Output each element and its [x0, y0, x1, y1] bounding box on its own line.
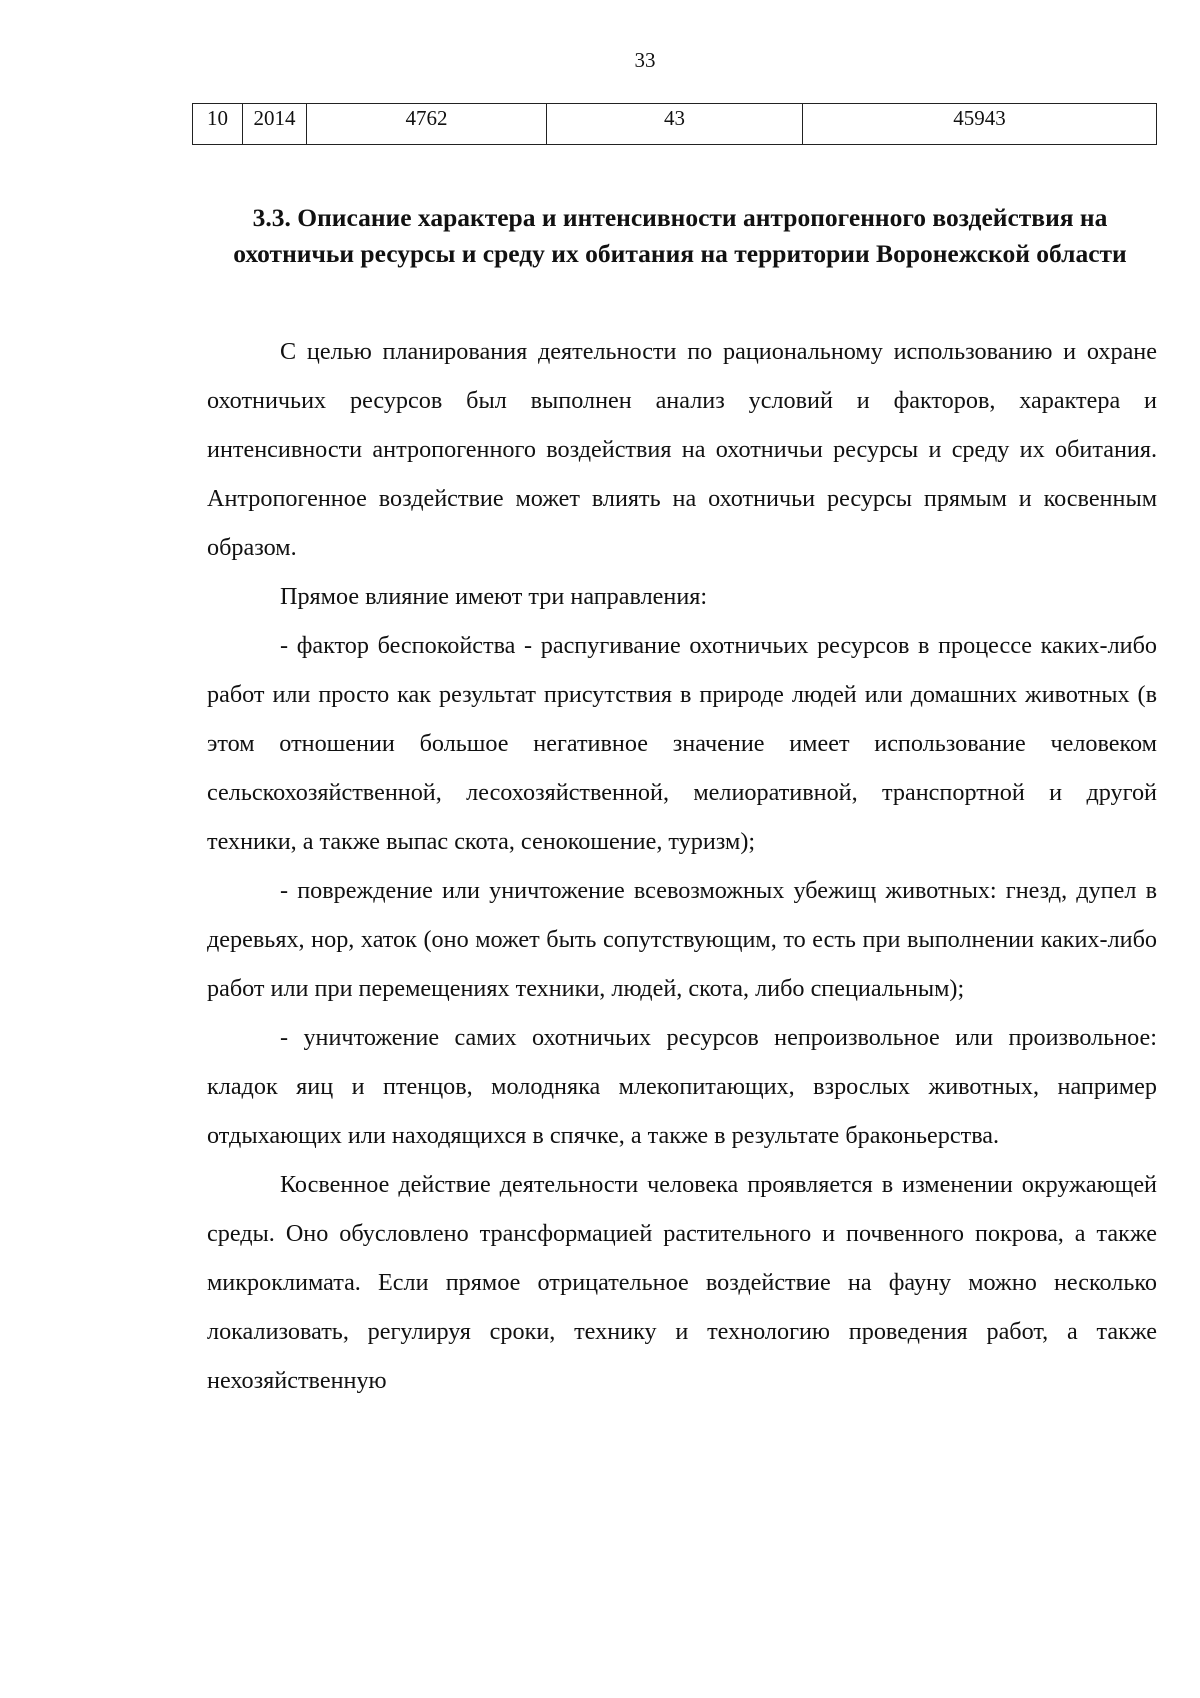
- paragraph: - уничтожение самих охотничьих ресурсов непроизвольное или произвольное: кладок яиц и птенцов, молодняка млекопитающих, взрослых животных, например отдыхающих или находящихся в спячке, а также в результате браконьерства.: [207, 1024, 1157, 1149]
- page-number: 33: [634, 48, 656, 72]
- table-cell-value: 4762: [307, 104, 547, 145]
- paragraph: С целью планирования деятельности по рациональному использованию и охране охотничьих ресурсов был выполнен анализ условий и факторов, характера и интенсивности антропогенного воздействия на охотничьи ресурсы и среду их обитания. Антропогенное воздействие может влиять на охотничьи ресурсы прямым и косвенным образом.: [207, 338, 1157, 561]
- paragraph: - повреждение или уничтожение всевозможных убежищ животных: гнезд, дупел в деревьях, нор, хаток (оно может быть сопутствующим, то есть при выполнении каких-либо работ или при перемещениях техники, людей, скота, либо специальным);: [207, 877, 1157, 1002]
- body-text: [207, 327, 1157, 1405]
- paragraph: Косвенное действие деятельности человека проявляется в изменении окружающей среды. Оно обусловлено трансформацией растительного и почвенного покрова, а также микроклимата. Если прямое отрицательное воздействие на фауну можно несколько локализовать, регулируя сроки, технику и технологию проведения работ, а также нехозяйственную: [207, 1171, 1157, 1394]
- table-cell-year: 2014: [243, 104, 307, 145]
- paragraph: - фактор беспокойства - распугивание охотничьих ресурсов в процессе каких-либо работ или просто как результат присутствия в природе людей или домашних животных (в этом отношении большое негативное значение имеет использование человеком сельскохозяйственной, лесохозяйственной, мелиоративной, транспортной и другой техники, а также выпас скота, сенокошение, туризм);: [207, 632, 1157, 855]
- table-cell-value: 45943: [803, 104, 1157, 145]
- table-cell-index: 10: [193, 104, 243, 145]
- paragraph: Прямое влияние имеют три направления:: [280, 583, 708, 610]
- section-heading: 3.3. Описание характера и интенсивности антропогенного воздействия на охотничьи ресурсы и среду их обитания на территории Воронежской области: [233, 203, 1127, 268]
- table-row: [193, 104, 1157, 145]
- data-table: [192, 103, 1157, 145]
- table-cell-value: 43: [547, 104, 803, 145]
